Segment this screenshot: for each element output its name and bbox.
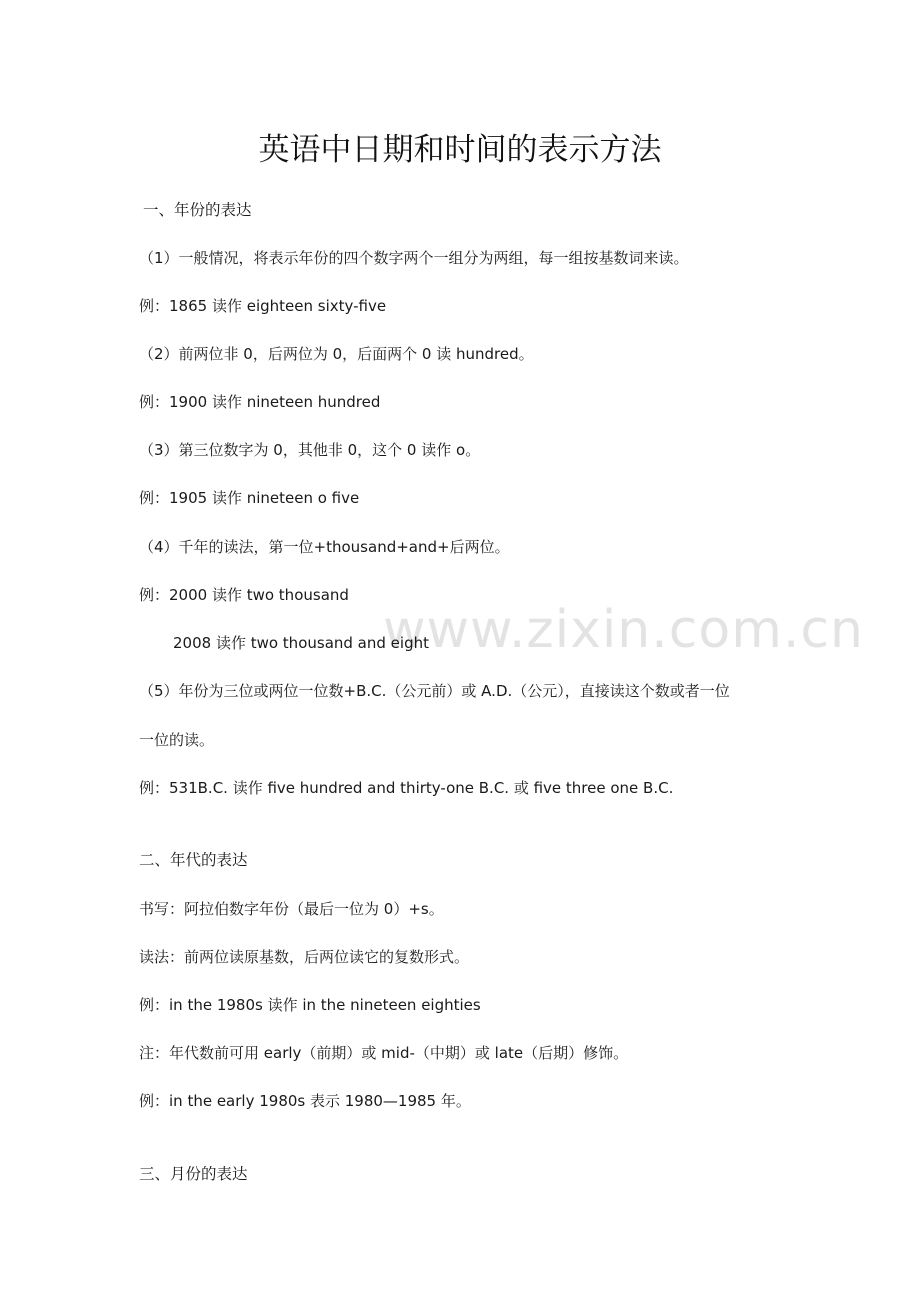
section-heading-decades: 二、年代的表达 [139, 851, 248, 869]
rule-3: （3）第三位数字为 0，其他非 0，这个 0 读作 o。 [139, 441, 481, 459]
document-title: 英语中日期和时间的表示方法 [258, 132, 662, 168]
decade-writing: 书写：阿拉伯数字年份（最后一位为 0）+s。 [139, 900, 444, 918]
example-4a: 例：2000 读作 two thousand [139, 586, 349, 604]
decade-example-2: 例：in the early 1980s 表示 1980—1985 年。 [139, 1092, 471, 1110]
decade-reading: 读法：前两位读原基数，后两位读它的复数形式。 [139, 948, 470, 966]
section-heading-months: 三、月份的表达 [139, 1165, 248, 1183]
rule-5-line-1: （5）年份为三位或两位一位数+B.C.（公元前）或 A.D.（公元），直接读这个数或者一位 [139, 682, 730, 700]
decade-note: 注：年代数前可用 early（前期）或 mid-（中期）或 late（后期）修饰。 [139, 1044, 629, 1062]
decade-example-1: 例：in the 1980s 读作 in the nineteen eighties [139, 996, 481, 1014]
rule-2: （2）前两位非 0，后两位为 0，后面两个 0 读 hundred。 [139, 345, 534, 363]
section-heading-years: 一、年份的表达 [143, 201, 252, 219]
example-2: 例：1900 读作 nineteen hundred [139, 393, 381, 411]
watermark: www.zixin.com.cn [383, 600, 864, 660]
rule-4: （4）千年的读法，第一位+thousand+and+后两位。 [139, 538, 510, 556]
example-4b: 2008 读作 two thousand and eight [173, 634, 429, 652]
example-3: 例：1905 读作 nineteen o five [139, 489, 360, 507]
rule-5-line-2: 一位的读。 [139, 731, 215, 749]
example-1: 例：1865 读作 eighteen sixty-five [139, 297, 387, 315]
rule-1: （1）一般情况，将表示年份的四个数字两个一组分为两组，每一组按基数词来读。 [139, 249, 689, 267]
example-5: 例：531B.C. 读作 five hundred and thirty-one B.C. 或 five three one B.C. [139, 779, 674, 797]
